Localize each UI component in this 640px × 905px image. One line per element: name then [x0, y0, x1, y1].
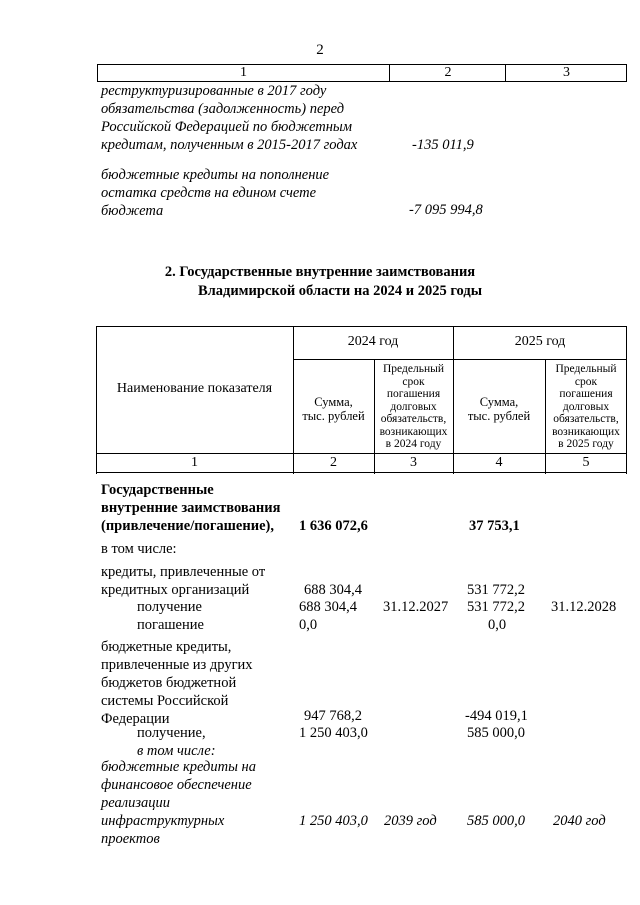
text-line: обязательства (задолженность) перед [101, 101, 345, 117]
section-title-line1: 2. Государственные внутренние заимствования [164, 264, 476, 280]
col-number-4: 4 [495, 455, 503, 470]
text-line: реструктуризированные в 2017 году [101, 83, 327, 99]
table-border [293, 359, 627, 360]
table2-header [96, 326, 627, 474]
table1-col-2: 2 [389, 65, 506, 81]
text-line: Федерации [101, 711, 170, 727]
text-line: кредитам, полученным в 2015-2017 годах [101, 137, 358, 153]
row-repay-label: погашение [137, 617, 204, 633]
row-credit-org-2024: 688 304,4 [304, 582, 362, 598]
text-line: долговых [562, 400, 610, 413]
row-budget-credits-label [101, 638, 253, 728]
table1-col-1: 1 [240, 65, 247, 80]
text-line: тыс. рублей [302, 409, 365, 423]
header-sum-2024 [293, 395, 374, 423]
text-line: бюджетные кредиты на пополнение [101, 167, 330, 183]
row-infra-2025: 585 000,0 [467, 813, 525, 829]
table-border [96, 472, 627, 473]
text-line: бюджетные кредиты на [101, 759, 256, 775]
text-line: реализации [101, 795, 170, 811]
row-including-label: в том числе: [101, 541, 177, 557]
text-line: (привлечение/погашение), [101, 518, 274, 534]
row-total-2025: 37 753,1 [469, 518, 520, 534]
text-line: бюджета [101, 203, 164, 219]
col-number-3: 3 [410, 455, 417, 470]
header-year-2024: 2024 год [347, 334, 399, 349]
text-line: срок [574, 375, 598, 388]
row-receipt-2024-deadline: 31.12.2027 [383, 599, 449, 615]
text-line: возникающих [379, 425, 448, 438]
col-number-2: 2 [330, 455, 337, 470]
row-credit-org-2025: 531 772,2 [467, 582, 525, 598]
text-line: в 2024 году [385, 438, 442, 450]
col-number-5: 5 [582, 455, 590, 470]
row-total-2024: 1 636 072,6 [299, 518, 368, 534]
row-receipt-2024: 688 304,4 [299, 599, 357, 615]
page-number: 2 [316, 42, 324, 58]
header-year-2025: 2025 год [514, 334, 566, 349]
header-sum-2025 [453, 395, 545, 423]
row-infra-2024-deadline: 2039 год [384, 813, 437, 829]
text-line: погашения [386, 388, 441, 400]
text-line: Российской Федерацией по бюджетным [101, 119, 352, 135]
text-line: Предельный [555, 363, 617, 375]
text-line: остатка средств на едином счете [101, 185, 317, 201]
text-line: срок [402, 375, 425, 388]
text-line: Сумма, [479, 395, 519, 409]
table-border [96, 326, 97, 474]
text-line: привлеченные из других [101, 657, 253, 673]
text-line: в 2025 году [558, 438, 614, 450]
row-infra-2024: 1 250 403,0 [299, 813, 368, 829]
text-line: тыс. рублей [467, 409, 531, 423]
text-line: внутренние заимствования [101, 500, 281, 516]
table1-row-budget-balance-value: -7 095 994,8 [409, 202, 483, 218]
row-credit-org-label [101, 563, 265, 599]
table-border [96, 453, 627, 454]
row-receipt-label: получение [137, 599, 202, 615]
row-receipt2-label: получение, [137, 725, 206, 741]
table1-row-restructured-value: -135 011,9 [412, 137, 474, 153]
row-total-label [101, 481, 280, 535]
row-budget-credits-2025: -494 019,1 [465, 708, 528, 724]
text-line: Предельный [383, 363, 444, 375]
text-line: проектов [101, 831, 160, 847]
text-line: бюджетов бюджетной [101, 675, 237, 691]
text-line: кредитных организаций [101, 582, 250, 598]
table1-row-restructured-label [101, 82, 357, 154]
section-title-line2: Владимирской области на 2024 и 2025 годы [197, 283, 483, 299]
text-line: бюджетные кредиты, [101, 639, 232, 655]
table1-header-row [97, 64, 627, 82]
row-including2-label: в том числе: [137, 743, 216, 759]
row-budget-credits-2024: 947 768,2 [304, 708, 362, 724]
row-receipt2-2024: 1 250 403,0 [299, 725, 368, 741]
row-receipt-2025: 531 772,2 [467, 599, 525, 615]
text-line: Государственные [101, 482, 214, 498]
col-number-1: 1 [191, 455, 198, 470]
text-line: долговых [390, 400, 437, 413]
text-line: погашения [559, 388, 613, 400]
text-line: инфраструктурных [101, 813, 225, 829]
header-name-column: Наименование показателя [116, 381, 273, 396]
text-line: Сумма, [314, 395, 353, 409]
text-line: обязательств, [553, 413, 619, 425]
row-repay-2024: 0,0 [299, 617, 318, 633]
text-line: возникающих [552, 425, 620, 438]
text-line: обязательств, [380, 413, 447, 425]
table-border [96, 326, 627, 327]
row-receipt-2025-deadline: 31.12.2028 [551, 599, 617, 615]
text-line: системы Российской [101, 693, 229, 709]
row-infra-2025-deadline: 2040 год [553, 813, 606, 829]
table1-col-3: 3 [505, 65, 627, 81]
text-line: финансовое обеспечение [101, 777, 252, 793]
header-deadline-2024 [374, 363, 453, 451]
row-repay-2025: 0,0 [488, 617, 507, 633]
header-deadline-2025 [545, 363, 627, 451]
table1-row-budget-balance-label [101, 166, 329, 220]
text-line: кредиты, привлеченные от [101, 564, 266, 580]
row-infra-label [101, 758, 256, 848]
row-receipt2-2025: 585 000,0 [467, 725, 525, 741]
